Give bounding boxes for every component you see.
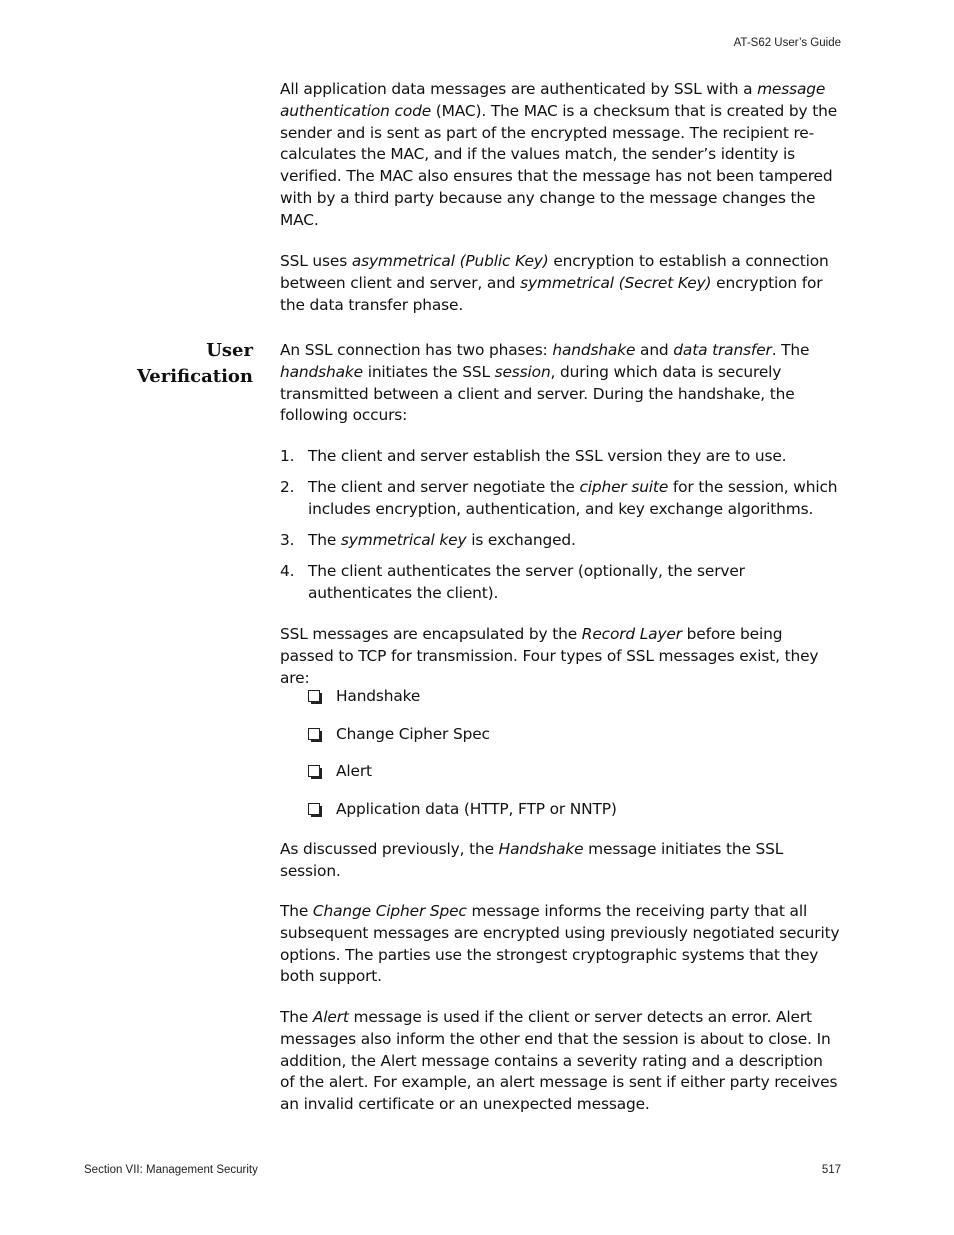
text-run: , during which data is securely transmitted between a client and server. During the handshake, the following occurs: (280, 362, 795, 425)
checkbox-bullet-icon (308, 765, 320, 777)
section-paragraph-change-cipher-spec (280, 901, 840, 988)
list-item (280, 561, 840, 605)
footer-section-title: Section VII: Management Security (84, 1164, 258, 1176)
text-run: The (280, 1008, 313, 1026)
section-paragraph-phases (280, 340, 840, 427)
emphasis-mac-term: message authentication code (280, 80, 826, 120)
list-item (280, 477, 840, 530)
emphasis: cipher suite (579, 478, 669, 496)
paragraph (280, 624, 840, 689)
section-paragraph-record-layer (280, 624, 840, 689)
text-run: All application data messages are authenticated by SSL with a (280, 80, 758, 98)
heading-line: Verification (136, 366, 253, 387)
section-paragraph-alert (280, 1007, 840, 1116)
list-item-label: Change Cipher Spec (336, 724, 490, 743)
list-item (280, 761, 840, 799)
paragraph (280, 901, 840, 988)
list-item-label: Handshake (336, 687, 421, 705)
text-run: . The (771, 341, 810, 359)
text-run: message initiates the SSL session. (280, 840, 784, 880)
checkbox-bullet-icon (308, 690, 320, 702)
emphasis: symmetrical key (340, 531, 467, 549)
checkbox-bullet-icon (308, 803, 320, 815)
message-types-list (280, 686, 840, 820)
text-run: for the session, which includes encryption, authentication, and key exchange algorithms. (308, 478, 838, 518)
intro-paragraph-mac (280, 79, 840, 232)
paragraph (280, 839, 840, 883)
text-run: As discussed previously, the (280, 840, 499, 858)
list-item-label: Application data (HTTP, FTP or NNTP) (336, 799, 617, 818)
list-item-label: Alert (336, 762, 372, 780)
text-run: encryption for the data transfer phase. (280, 273, 823, 314)
text-run: The client and server negotiate the (308, 478, 580, 496)
text-run: An SSL connection has two phases: (280, 341, 553, 359)
intro-paragraph-encryption (280, 251, 840, 316)
section-heading-user-verification (84, 338, 253, 390)
list-item (280, 799, 840, 821)
emphasis-symmetrical: symmetrical (Secret Key) (520, 273, 712, 292)
text-run: and (635, 341, 674, 359)
text-run: initiates the SSL (362, 362, 495, 381)
text-run: The (308, 531, 341, 549)
list-number: 4. (280, 562, 295, 580)
intro-block-2 (280, 251, 840, 316)
list-item (280, 446, 840, 477)
footer-page-number: 517 (821, 1164, 841, 1176)
text-run: is exchanged. (466, 531, 576, 549)
emphasis: handshake (552, 341, 636, 359)
emphasis: Record Layer (581, 625, 682, 643)
emphasis: Change Cipher Spec (312, 902, 467, 920)
list-number: 2. (280, 478, 295, 496)
text-run: The client authenticates the server (optionally, the server authenticates the client). (308, 562, 745, 602)
emphasis: Handshake (498, 840, 584, 858)
handshake-steps-list (280, 446, 840, 605)
list-item (280, 530, 840, 561)
heading-line: User (206, 340, 253, 361)
paragraph (280, 1007, 840, 1116)
text-run: message informs the receiving party that all subsequent messages are encrypted using previously negotiated security options. The parties use the strongest cryptographic systems that they both support. (280, 902, 840, 986)
text-run: The client and server establish the SSL version they are to use. (308, 447, 787, 465)
list-item (280, 686, 840, 724)
checkbox-bullet-icon (308, 728, 320, 740)
emphasis: data transfer (673, 341, 772, 359)
list-number: 3. (280, 531, 295, 549)
emphasis: Alert (312, 1008, 349, 1026)
text-run: before being passed to TCP for transmission. Four types of SSL messages exist, they are: (280, 625, 819, 687)
list-number: 1. (280, 447, 295, 465)
emphasis: handshake (280, 362, 363, 381)
paragraph (280, 340, 840, 427)
text-run: SSL uses (280, 252, 352, 270)
text-run: message is used if the client or server detects an error. Alert messages also inform the other end that the session is about to close. In addition, the Alert message contains a severity rating and a description of the alert. For example, an alert message is sent if either party receives an invalid certificate or an unexpected message. (280, 1008, 838, 1114)
text-run: The (280, 902, 313, 920)
text-run: (MAC). The MAC is a checksum that is created by the sender and is sent as part of the encrypted message. The recipient re-calculates the MAC, and if the values match, the sender’s identity is verified. The MAC also ensures that the message has not been tampered with by a third party because any change to the message changes the MAC. (280, 101, 838, 229)
list-item (280, 724, 840, 762)
intro-block (280, 79, 840, 232)
text-run: SSL messages are encapsulated by the (280, 625, 582, 643)
emphasis-asymmetrical: asymmetrical (Public Key) (351, 252, 549, 270)
text-run: encryption to establish a connection between client and server, and (280, 252, 829, 292)
emphasis: session (494, 362, 551, 381)
section-paragraph-handshake (280, 839, 840, 883)
running-header: AT-S62 User’s Guide (733, 37, 841, 49)
